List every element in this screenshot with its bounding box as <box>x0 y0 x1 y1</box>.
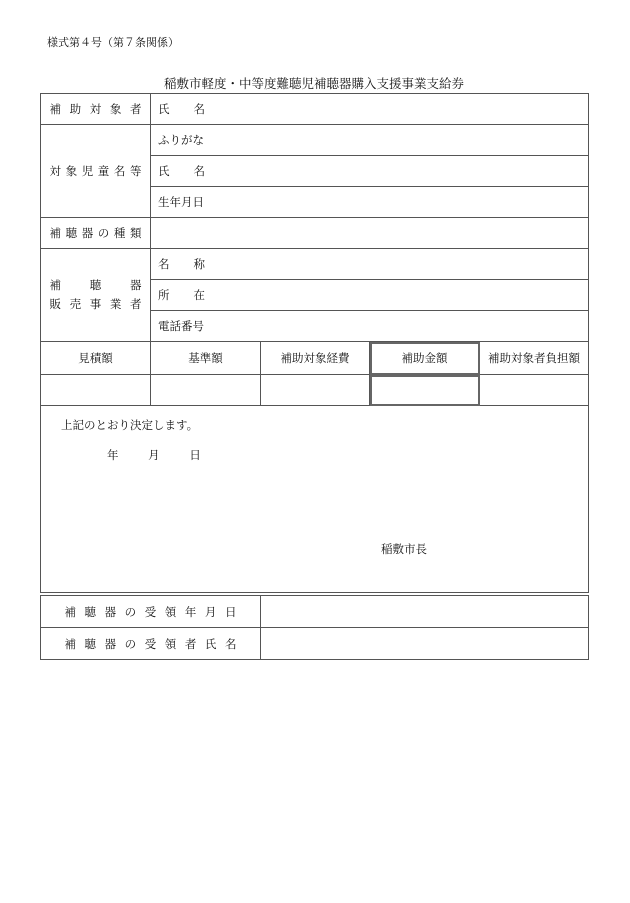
receipt-date-row <box>41 596 589 628</box>
eligible-cost-value[interactable] <box>261 375 370 406</box>
vendor-label: 補聴器 販売事業者 <box>41 249 151 342</box>
subsidy-amount-header: 補助金額 <box>370 342 480 375</box>
receipt-date-label: 補聴器の受領年月日 <box>41 596 261 628</box>
receipt-name-field[interactable] <box>261 628 589 660</box>
decision-section <box>41 406 589 593</box>
mayor-signature-label: 稲敷市長 <box>381 542 427 556</box>
child-name-field[interactable]: 氏 名 <box>151 156 589 187</box>
receipt-date-field[interactable] <box>261 596 589 628</box>
vendor-name-field[interactable]: 名 称 <box>151 249 589 280</box>
form-number: 様式第４号（第７条関係） <box>47 36 179 49</box>
child-birthdate-field[interactable]: 生年月日 <box>151 187 589 218</box>
recipient-burden-value[interactable] <box>480 375 589 406</box>
subsidy-amount-value[interactable] <box>370 375 480 406</box>
day-label: 日 <box>189 448 201 462</box>
amounts-value-row <box>41 375 589 406</box>
child-furigana-row <box>41 125 589 156</box>
device-type-label: 補聴器の種類 <box>41 218 151 249</box>
decision-text: 上記のとおり決定します。 <box>61 418 199 432</box>
amounts-header-row <box>41 342 589 375</box>
estimate-value[interactable] <box>41 375 151 406</box>
receipt-table <box>40 595 589 660</box>
child-label: 対象児童名等 <box>41 125 151 218</box>
receipt-name-label: 補聴器の受領者氏名 <box>41 628 261 660</box>
device-type-row <box>41 218 589 249</box>
standard-amount-header: 基準額 <box>151 342 261 375</box>
child-furigana-field[interactable]: ふりがな <box>151 125 589 156</box>
device-type-field[interactable] <box>151 218 589 249</box>
year-label: 年 <box>107 448 119 462</box>
estimate-header: 見積額 <box>41 342 151 375</box>
decision-row <box>41 406 589 593</box>
recipient-row <box>41 94 589 125</box>
vendor-phone-field[interactable]: 電話番号 <box>151 311 589 342</box>
recipient-name-field[interactable]: 氏 名 <box>151 94 589 125</box>
decision-date[interactable] <box>107 447 227 463</box>
recipient-label: 補助対象者 <box>41 94 151 125</box>
recipient-burden-header: 補助対象者負担額 <box>480 342 589 375</box>
vendor-name-row <box>41 249 589 280</box>
document-title: 稲敷市軽度・中等度難聴児補聴器購入支援事業支給券 <box>163 76 464 91</box>
vendor-address-field[interactable]: 所 在 <box>151 280 589 311</box>
eligible-cost-header: 補助対象経費 <box>261 342 370 375</box>
standard-amount-value[interactable] <box>151 375 261 406</box>
voucher-table <box>40 93 589 593</box>
receipt-name-row <box>41 628 589 660</box>
month-label: 月 <box>148 448 160 462</box>
